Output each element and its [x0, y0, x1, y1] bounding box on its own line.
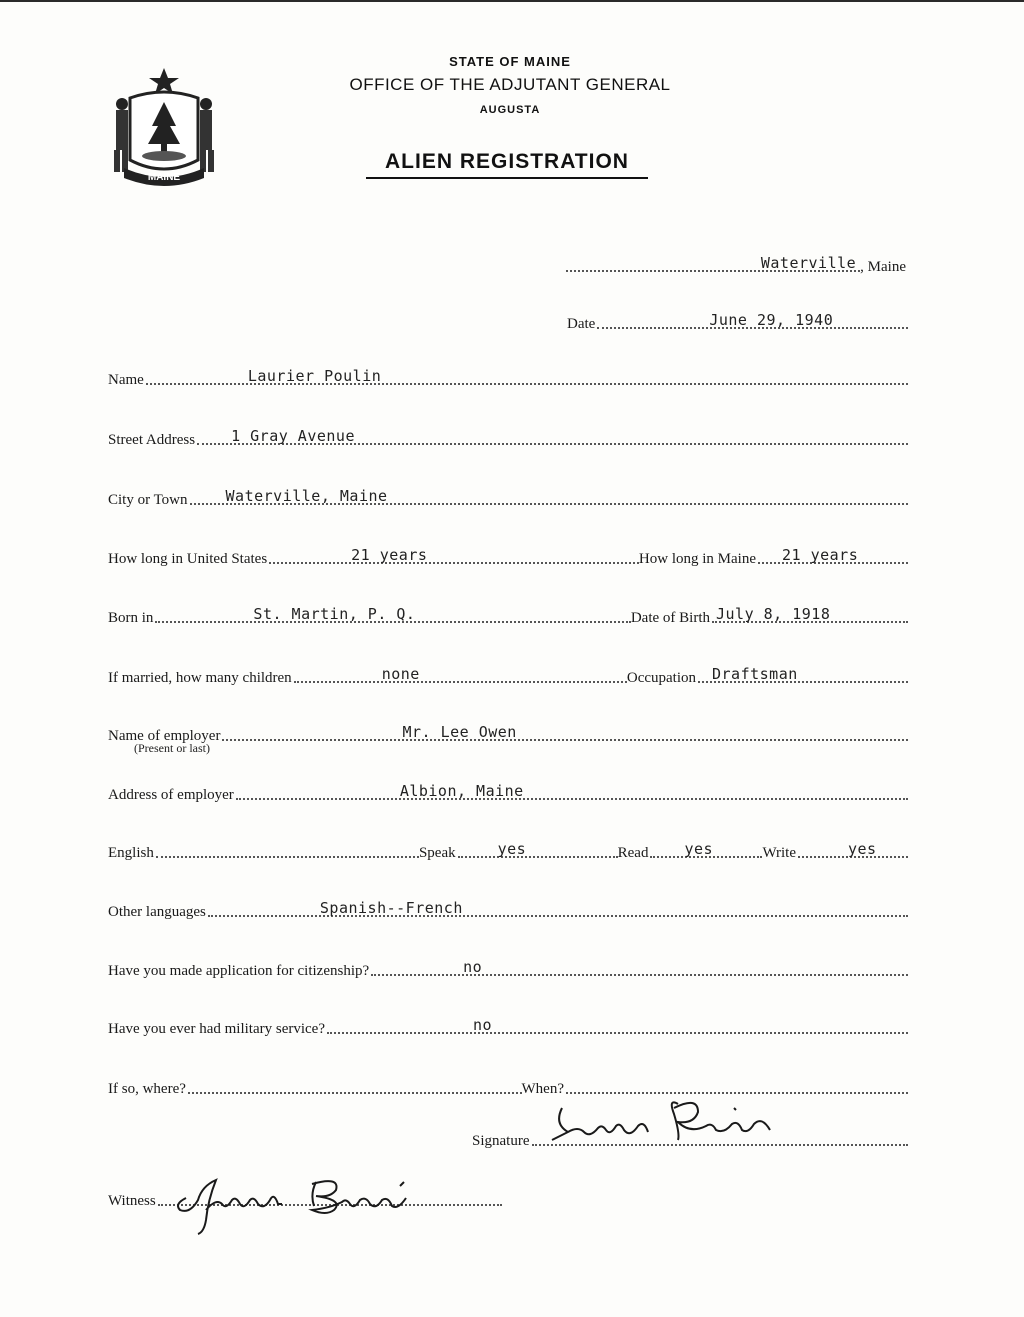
citizenship-row	[108, 956, 908, 980]
write-value: yes	[848, 840, 877, 858]
military-value: no	[473, 1016, 493, 1034]
header-office: OFFICE OF THE ADJUTANT GENERAL	[349, 75, 671, 94]
where-field[interactable]	[188, 1072, 522, 1094]
header-city: AUGUSTA	[479, 104, 541, 116]
city-field[interactable]	[190, 483, 908, 505]
place-label: , Maine	[860, 259, 906, 275]
citizenship-value: no	[463, 958, 483, 976]
city-label: City or Town	[108, 492, 188, 508]
maine-time-value: 21 years	[782, 546, 859, 564]
occupation-field[interactable]	[698, 661, 908, 683]
family-row	[108, 663, 908, 687]
born-label: Born in	[108, 610, 154, 626]
street-field[interactable]	[197, 423, 908, 445]
where-label: If so, where?	[108, 1081, 186, 1097]
name-field[interactable]	[146, 363, 908, 385]
name-label: Name	[108, 372, 144, 388]
street-value: 1 Gray Avenue	[231, 427, 355, 445]
speak-label: Speak	[418, 845, 456, 861]
employer-value: Mr. Lee Owen	[402, 723, 517, 741]
english-row	[108, 838, 908, 862]
header-state: STATE OF MAINE	[449, 54, 571, 69]
date-row	[567, 309, 908, 333]
place-row	[566, 252, 908, 276]
date-label: Date	[567, 316, 596, 332]
employer-label: Name of employer	[108, 728, 221, 744]
name-row	[108, 365, 908, 389]
english-label: English	[108, 845, 154, 861]
us-time-field[interactable]	[269, 542, 639, 564]
maine-time-label: How long in Maine	[638, 551, 756, 567]
dob-field[interactable]	[712, 601, 908, 623]
occupation-label: Occupation	[626, 670, 696, 686]
employer-address-row	[108, 780, 908, 804]
write-field[interactable]	[798, 836, 908, 858]
children-value: none	[381, 665, 420, 683]
dob-label: Date of Birth	[630, 610, 710, 626]
citizenship-label: Have you made application for citizenship?	[108, 963, 370, 979]
children-label: If married, how many children	[108, 670, 292, 686]
military-row	[108, 1014, 908, 1038]
street-row	[108, 425, 908, 449]
other-languages-label: Other languages	[108, 904, 206, 920]
witness-signature	[170, 1170, 440, 1236]
signature-label: Signature	[472, 1133, 530, 1149]
employer-address-label: Address of employer	[108, 787, 234, 803]
occupation-value: Draftsman	[712, 665, 798, 683]
birth-row	[108, 603, 908, 627]
children-field[interactable]	[294, 661, 627, 683]
date-value: June 29, 1940	[709, 311, 834, 329]
speak-field[interactable]	[458, 836, 618, 858]
when-field[interactable]	[566, 1072, 908, 1094]
name-value: Laurier Poulin	[247, 367, 382, 385]
military-label: Have you ever had military service?	[108, 1021, 325, 1037]
other-languages-field[interactable]	[208, 895, 908, 917]
place-field[interactable]	[566, 250, 860, 272]
us-time-label: How long in United States	[108, 551, 268, 567]
applicant-signature	[548, 1094, 788, 1144]
other-languages-value: Spanish--French	[319, 899, 463, 917]
street-label: Street Address	[108, 432, 196, 448]
date-field[interactable]	[597, 307, 908, 329]
when-label: When?	[521, 1081, 564, 1097]
english-field	[156, 836, 419, 858]
us-time-value: 21 years	[351, 546, 428, 564]
witness-label: Witness	[108, 1193, 156, 1209]
employer-address-value: Albion, Maine	[399, 782, 524, 800]
employer-field[interactable]	[222, 719, 908, 741]
read-field[interactable]	[650, 836, 762, 858]
born-value: St. Martin, P. Q.	[253, 605, 416, 623]
city-value: Waterville, Maine	[225, 487, 388, 505]
write-label: Write	[762, 845, 796, 861]
form-title: ALIEN REGISTRATION	[366, 150, 648, 179]
place-value: Waterville	[760, 254, 857, 272]
read-value: yes	[684, 840, 714, 858]
employer-address-field[interactable]	[236, 778, 908, 800]
born-field[interactable]	[155, 601, 630, 623]
employer-row	[108, 721, 908, 745]
city-row	[108, 485, 908, 509]
maine-time-field[interactable]	[758, 542, 908, 564]
languages-row	[108, 897, 908, 921]
citizenship-field[interactable]	[371, 954, 908, 976]
military-field[interactable]	[327, 1012, 908, 1034]
residence-row	[108, 544, 908, 568]
read-label: Read	[617, 845, 649, 861]
seal-banner-text: MAINE	[147, 172, 181, 183]
speak-value: yes	[497, 840, 527, 858]
maine-state-seal	[110, 64, 218, 186]
employer-sublabel: (Present or last)	[134, 741, 210, 755]
service-row	[108, 1074, 908, 1098]
dob-value: July 8, 1918	[716, 605, 831, 623]
